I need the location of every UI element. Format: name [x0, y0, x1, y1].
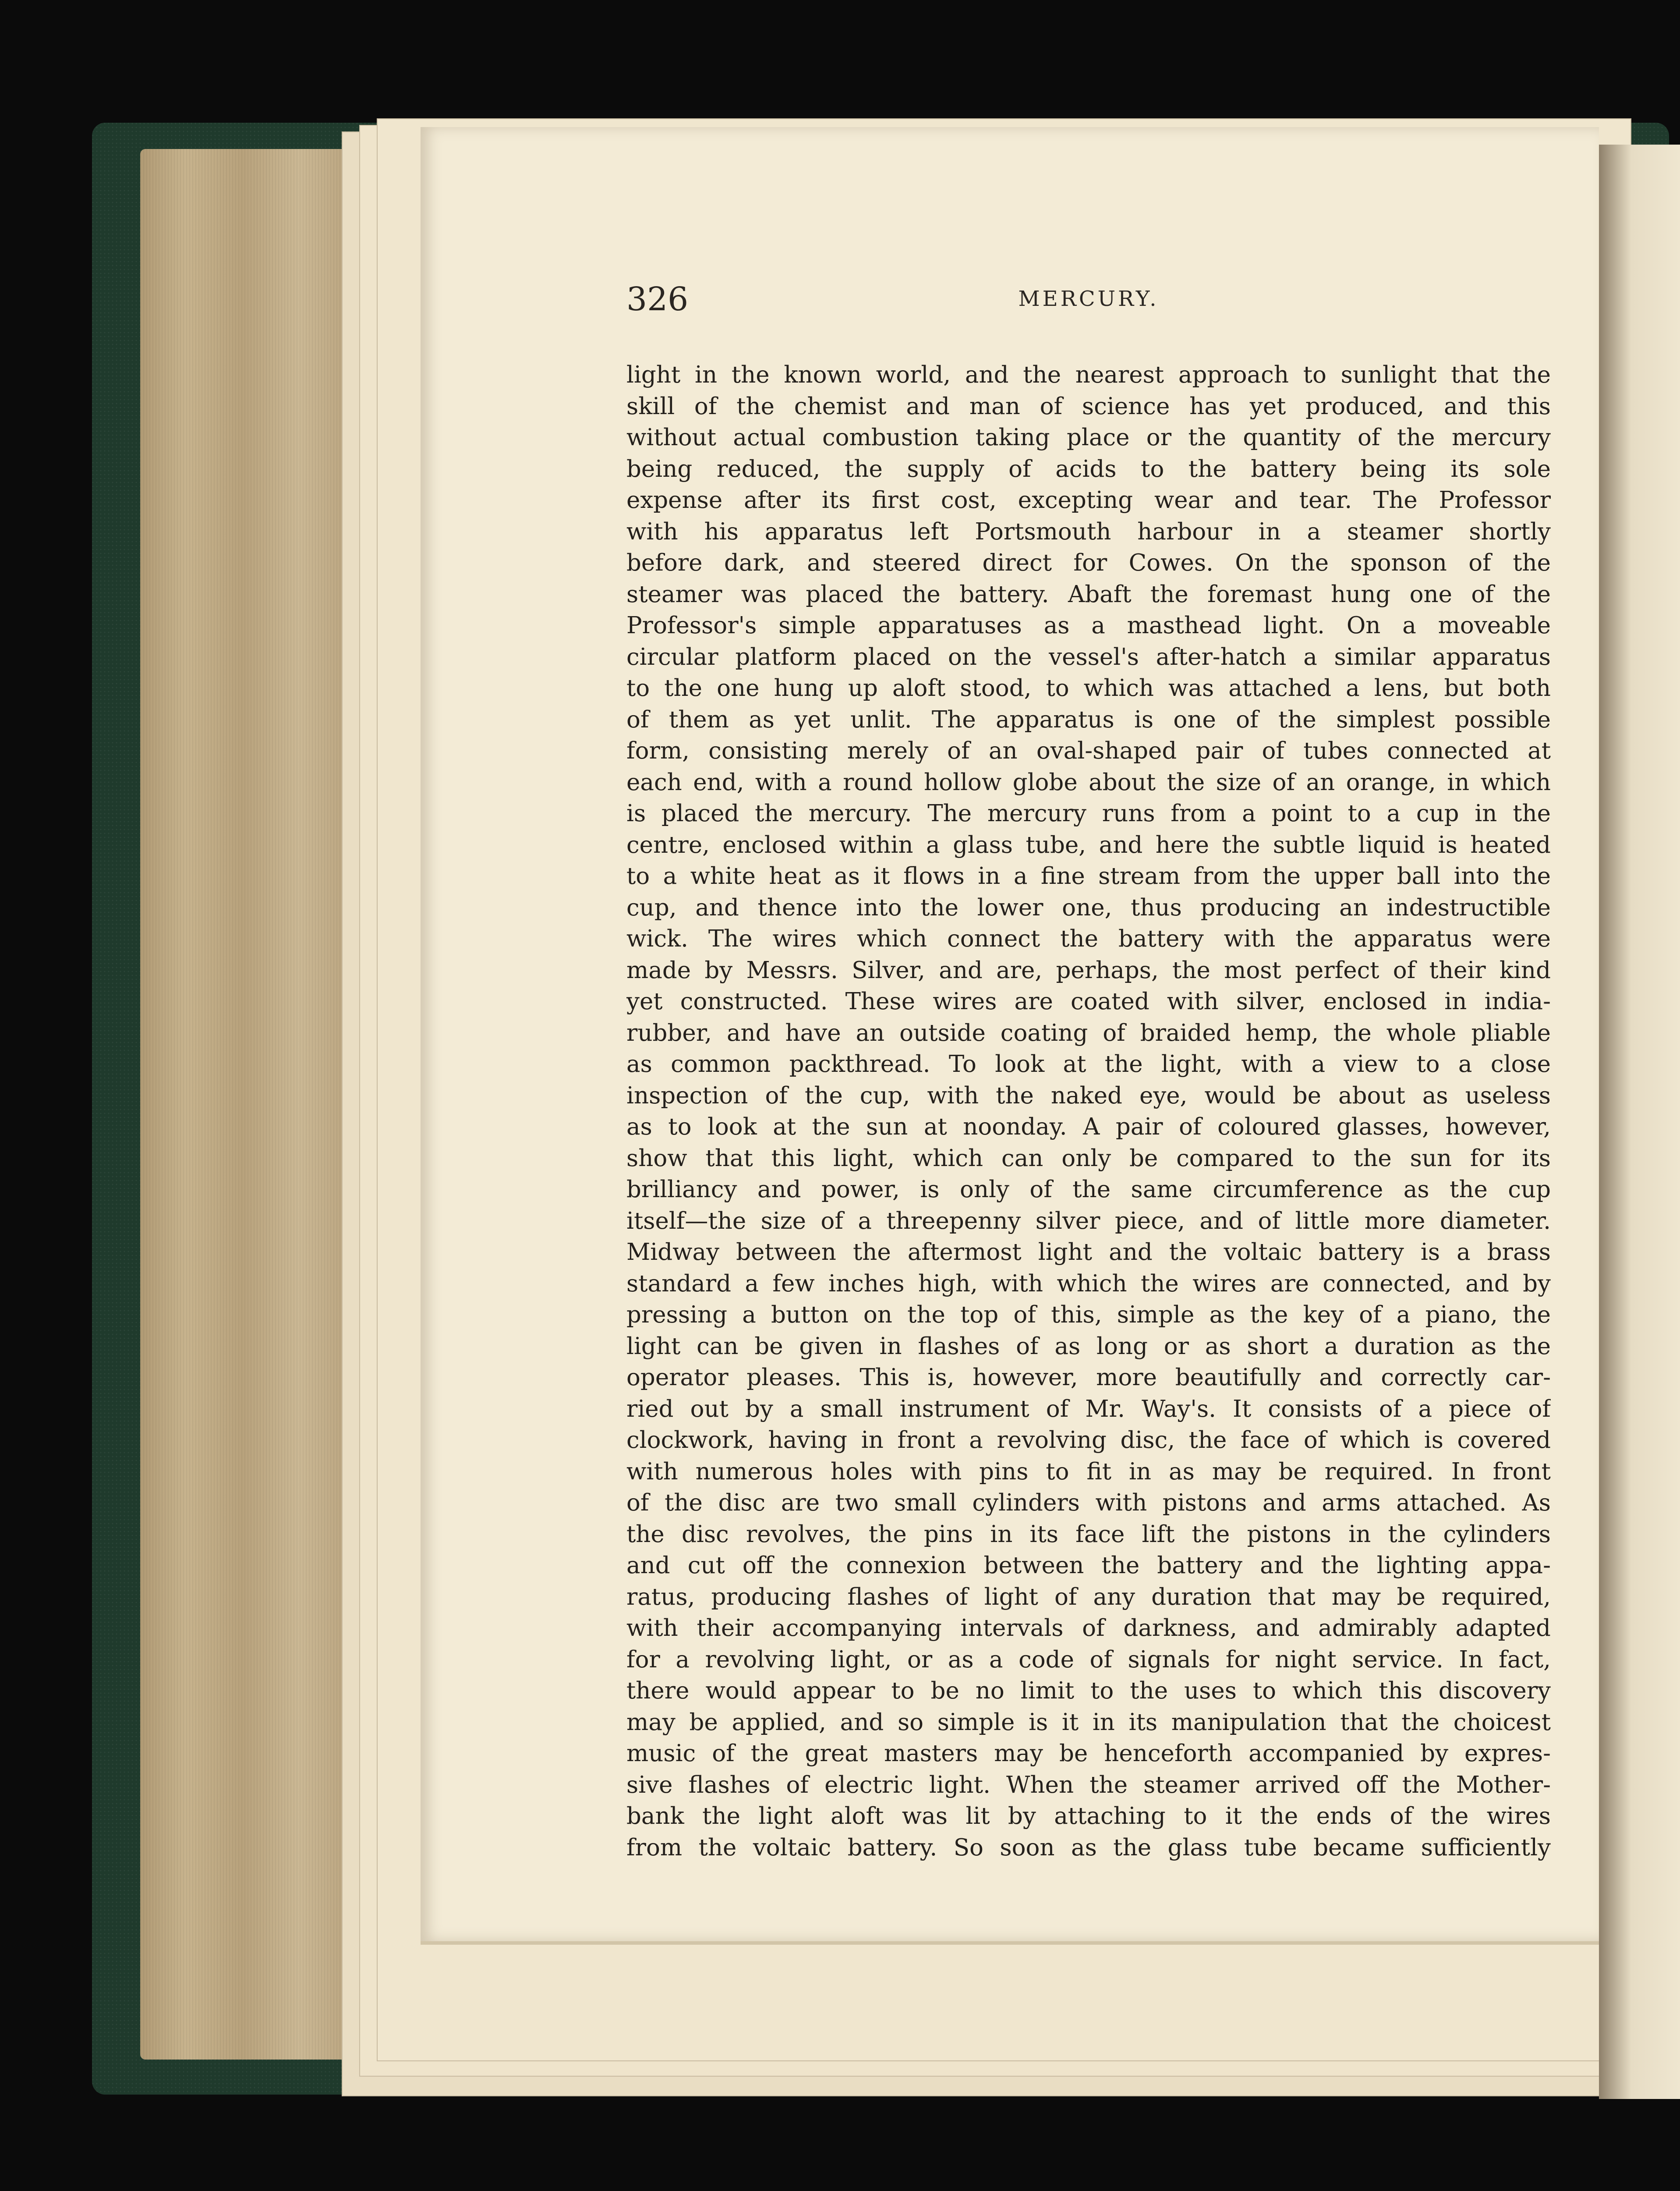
text-line: is placed the mercury. The mercury runs from a point to a cup in the: [626, 800, 1551, 827]
text-line: music of the great masters may be henceforth accompanied by expres-: [626, 1740, 1551, 1767]
running-head: MERCURY.: [1018, 287, 1159, 311]
text-line: each end, with a round hollow globe about the size of an orange, in which: [626, 769, 1551, 796]
text-line: show that this light, which can only be compared to the sun for its: [626, 1145, 1551, 1172]
text-line: made by Messrs. Silver, and are, perhaps, the most perfect of their kind: [626, 957, 1551, 984]
text-line: inspection of the cup, with the naked eye, would be about as useless: [626, 1082, 1551, 1109]
text-line: rubber, and have an outside coating of braided hemp, the whole pliable: [626, 1019, 1551, 1046]
text-line: expense after its first cost, excepting wear and tear. The Professor: [626, 487, 1551, 514]
text-line: itself—the size of a threepenny silver piece, and of little more diameter.: [626, 1207, 1551, 1234]
text-line: with their accompanying intervals of darkness, and admirably adapted: [626, 1615, 1551, 1641]
text-line: of the disc are two small cylinders with pistons and arms attached. As: [626, 1489, 1551, 1516]
text-line: Professor's simple apparatuses as a masthead light. On a moveable: [626, 612, 1551, 639]
text-line: from the voltaic battery. So soon as the glass tube became sufficiently: [626, 1834, 1551, 1861]
page-number: 326: [626, 280, 689, 318]
text-line: before dark, and steered direct for Cowes. On the sponson of the: [626, 550, 1551, 576]
text-line: bank the light aloft was lit by attaching to it the ends of the wires: [626, 1803, 1551, 1829]
text-line: skill of the chemist and man of science has yet produced, and this: [626, 393, 1551, 420]
text-line: light can be given in flashes of as long or as short a duration as the: [626, 1333, 1551, 1360]
text-line: and cut off the connexion between the battery and the lighting appa-: [626, 1552, 1551, 1579]
text-line: for a revolving light, or as a code of signals for night service. In fact,: [626, 1646, 1551, 1673]
text-line: cup, and thence into the lower one, thus producing an indestructible: [626, 894, 1551, 921]
text-line: circular platform placed on the vessel's after-hatch a similar apparatus: [626, 643, 1551, 670]
text-line: there would appear to be no limit to the uses to which this discovery: [626, 1677, 1551, 1704]
text-line: as common packthread. To look at the light, with a view to a close: [626, 1051, 1551, 1078]
text-line: standard a few inches high, with which the wires are connected, and by: [626, 1270, 1551, 1297]
text-line: being reduced, the supply of acids to the battery being its sole: [626, 455, 1551, 482]
text-line: to the one hung up aloft stood, to which was attached a lens, but both: [626, 675, 1551, 702]
page-bottom-edge: [421, 1941, 1599, 1945]
text-line: with numerous holes with pins to fit in as may be required. In front: [626, 1458, 1551, 1485]
text-line: yet constructed. These wires are coated with silver, enclosed in india-: [626, 988, 1551, 1015]
text-line: form, consisting merely of an oval-shaped pair of tubes connected at: [626, 737, 1551, 764]
text-line: may be applied, and so simple is it in its manipulation that the choicest: [626, 1709, 1551, 1736]
text-line: light in the known world, and the nearest approach to sunlight that the: [626, 362, 1551, 388]
text-line: ried out by a small instrument of Mr. Way's. It consists of a piece of: [626, 1395, 1551, 1422]
text-line: clockwork, having in front a revolving disc, the face of which is covered: [626, 1427, 1551, 1454]
text-line: to a white heat as it flows in a fine stream from the upper ball into the: [626, 863, 1551, 890]
text-line: brilliancy and power, is only of the same circumference as the cup: [626, 1176, 1551, 1203]
text-line: ratus, producing flashes of light of any duration that may be required,: [626, 1583, 1551, 1610]
body-text: [626, 359, 1551, 1863]
text-line: steamer was placed the battery. Abaft the foremast hung one of the: [626, 581, 1551, 608]
text-line: without actual combustion taking place or the quantity of the mercury: [626, 424, 1551, 451]
text-line: pressing a button on the top of this, simple as the key of a piano, the: [626, 1301, 1551, 1328]
text-line: centre, enclosed within a glass tube, and here the subtle liquid is heated: [626, 831, 1551, 858]
text-line: of them as yet unlit. The apparatus is one of the simplest possible: [626, 706, 1551, 733]
text-line: as to look at the sun at noonday. A pair of coloured glasses, however,: [626, 1113, 1551, 1140]
page-block-fore-edge: [140, 149, 368, 2060]
text-line: wick. The wires which connect the battery with the apparatus were: [626, 925, 1551, 952]
text-line: with his apparatus left Portsmouth harbour in a steamer shortly: [626, 518, 1551, 545]
page-header: [626, 280, 1551, 320]
text-line: sive flashes of electric light. When the steamer arrived off the Mother-: [626, 1771, 1551, 1798]
text-line: Midway between the aftermost light and the voltaic battery is a brass: [626, 1239, 1551, 1266]
text-line: operator pleases. This is, however, more beautifully and correctly car-: [626, 1364, 1551, 1391]
facing-page: [1599, 145, 1680, 2099]
text-line: the disc revolves, the pins in its face lift the pistons in the cylinders: [626, 1521, 1551, 1548]
